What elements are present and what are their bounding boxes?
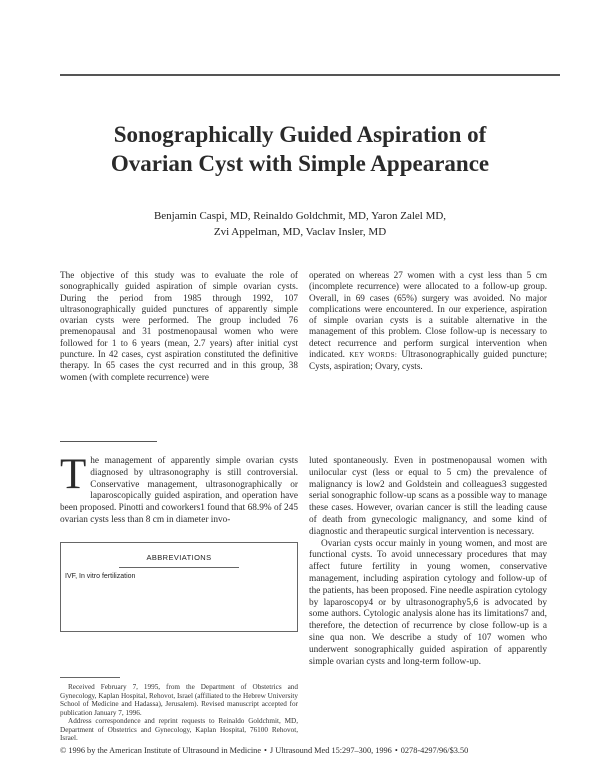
abbreviations-rule xyxy=(119,567,239,568)
body-right-column xyxy=(309,456,547,668)
abstract-right-column xyxy=(309,270,547,373)
footnote-received: Received February 7, 1995, from the Department of Obstetrics and Gynecology, Kaplan Hospital, Rehovot, Israel (affiliated to the Hebrew University School of Medicine and Hadassa), Jerusalem). Revised manuscript accepted for publication January 7, 1996. xyxy=(60,683,298,717)
footer-separator: • xyxy=(264,746,267,755)
title-line-1: Sonographically Guided Aspiration of xyxy=(113,122,487,147)
abstract-divider xyxy=(60,441,157,442)
footnote-address: Address correspondence and reprint requests to Reinaldo Goldchmit, MD, Department of Obstetrics and Gynecology, Kaplan Hospital, 76100 Rehovot, Israel. xyxy=(60,717,298,742)
footer-copyright: © 1996 by the American Institute of Ultrasound in Medicine xyxy=(60,746,262,755)
abstract-right-text: operated on whereas 27 women with a cyst less than 5 cm (incomplete recurrence) were allocated to a follow-up group. Overall, in 69 cases (65%) surgery was avoided. No major complications were encountered. In our experience, aspiration of simple ovarian cysts is a suitable alternative in the management of this problem. Close follow-up is necessary to detect recurrence and perform surgical intervention when indicated. xyxy=(309,270,547,360)
abbreviations-heading: ABBREVIATIONS xyxy=(146,553,212,562)
footer-issn: 0278-4297/96/$3.50 xyxy=(400,746,469,755)
footer-citation: J Ultrasound Med 15:297–300, 1996 xyxy=(269,746,392,755)
article-title xyxy=(40,120,560,178)
keywords-label: KEY WORDS: xyxy=(349,351,398,360)
keywords-text: Ultrasonographically guided puncture; Cysts, aspiration; Ovary, cysts. xyxy=(309,349,547,372)
footer-separator: • xyxy=(394,746,398,755)
authors-line-2: Zvi Appelman, MD, Vaclav Insler, MD xyxy=(213,226,387,238)
author-list xyxy=(60,208,540,240)
body-paragraph-1: luted spontaneously. Even in postmenopausal women with unilocular cyst (less or equal to 5 cm) the prevalence of malignancy is low2 and Goldstein and colleagues3 suggested serial sonographic follow-up scans as a possible way to manage these cases. However, ovarian cancer is still the leading cause of death from gynecologic malignancy, and some kind of diagnostic and therapeutic surgical intervention is necessary. xyxy=(309,456,547,537)
title-line-2: Ovarian Cyst with Simple Appearance xyxy=(110,151,490,176)
footnote-rule xyxy=(60,677,120,678)
authors-line-1: Benjamin Caspi, MD, Reinaldo Goldchmit, MD, Yaron Zalel MD, xyxy=(153,210,447,222)
page-footer xyxy=(60,746,560,755)
abstract-left-column: The objective of this study was to evaluate the role of sonographically guided aspiration of simple ovarian cysts. During the period from 1985 through 1992, 107 ultrasonographically guided punctures of apparently simple ovarian cysts were performed. The group included 76 premenopausal and 31 postmenopausal women who were followed for 1 to 6 years (mean, 2.7 years) after initial cyst puncture. In 42 cases, cyst aspiration constituted the definitive therapy. In 65 cases the cyst recurred and in this group, 38 women (with complete recurrence) were xyxy=(60,270,298,382)
abbreviations-box xyxy=(60,542,298,632)
drop-cap: T xyxy=(60,451,87,498)
body-paragraph-2: Ovarian cysts occur mainly in young women, and most are functional cysts. To avoid unnecessary procedures that may affect future fertility in young women, conservative management, including aspiration cytology and follow-up of the patients, has been proposed. Fine needle aspiration cytology by laparoscopy4 or by ultrasonography5,6 is advocated by some authors. Cytologic analysis alone has its limitations7 and, therefore, the detection of recurrence by close follow-up is a sine qua non. We describe a study of 107 women who underwent sonographically guided aspiration of apparently simple ovarian cysts and long-term follow-up. xyxy=(309,538,547,667)
body-left-column xyxy=(60,451,298,527)
intro-text: he management of apparently simple ovarian cysts diagnosed by ultrasonography is still controversial. Conservative management, ultrasonographically or laparoscopically guided aspiration, and operation have been proposed. Pinotti and coworkers1 found that 68.9% of 245 ovarian cysts less than 8 cm in diameter invo- xyxy=(60,456,298,525)
abbreviation-item: IVF, In vitro fertilization xyxy=(65,573,136,580)
footnote xyxy=(60,683,298,743)
top-rule xyxy=(60,74,560,76)
